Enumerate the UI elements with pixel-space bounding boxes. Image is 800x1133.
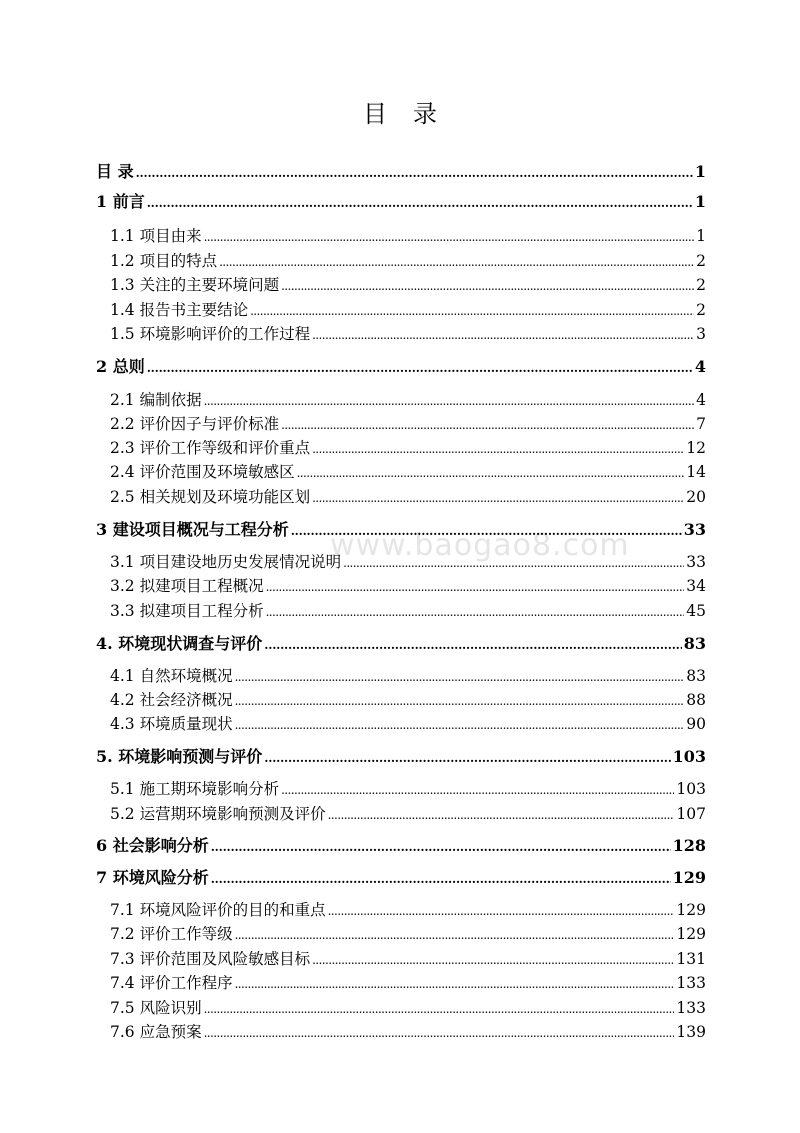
toc-section-row[interactable] <box>96 800 706 824</box>
toc-entry-label: 4.3 环境质量现状 <box>110 715 233 733</box>
page-title <box>0 98 800 130</box>
toc-section-row[interactable] <box>96 410 706 434</box>
dot-leader <box>250 303 694 320</box>
toc-page-number: 2 <box>696 301 706 319</box>
toc-entry-label: 3.3 拟建项目工程分析 <box>110 602 264 620</box>
watermark-text: www.baogao8.com <box>330 528 630 563</box>
toc-section-row[interactable] <box>96 969 706 993</box>
toc-entry-label: 2.2 评价因子与评价标准 <box>110 415 280 433</box>
toc-chapter-row[interactable] <box>96 158 706 182</box>
toc-entry-label: 3 建设项目概况与工程分析 <box>96 520 289 539</box>
dot-leader <box>312 490 684 507</box>
dot-leader <box>312 441 684 458</box>
toc-page-number: 20 <box>686 488 706 506</box>
toc-entry-label: 2.1 编制依据 <box>110 391 202 409</box>
dot-leader <box>136 165 693 182</box>
dot-leader <box>312 952 674 969</box>
dot-leader <box>211 871 671 888</box>
toc-page-number: 4 <box>696 391 706 409</box>
toc-page-number: 34 <box>686 577 706 595</box>
toc-page-number: 129 <box>676 925 706 943</box>
toc-section-row[interactable] <box>96 1018 706 1042</box>
dot-leader <box>235 717 685 734</box>
toc-page-number: 139 <box>676 1023 706 1041</box>
dot-leader <box>204 393 695 410</box>
toc-section-row[interactable] <box>96 483 706 507</box>
toc-chapter-row[interactable] <box>96 630 706 654</box>
toc-page-number: 4 <box>694 357 706 376</box>
toc-chapter-row[interactable] <box>96 188 706 212</box>
toc-section-row[interactable] <box>96 686 706 710</box>
dot-leader <box>281 417 694 434</box>
dot-leader <box>219 254 694 271</box>
dot-leader <box>235 927 675 944</box>
toc-page-number: 14 <box>686 463 706 481</box>
dot-leader <box>204 1025 675 1042</box>
toc-page-number: 1 <box>694 192 706 211</box>
toc-entry-label: 7.3 评价范围及风险敏感目标 <box>110 950 311 968</box>
toc-section-row[interactable] <box>96 320 706 344</box>
toc-page-number: 1 <box>696 227 706 245</box>
title-char-1: 目 <box>363 100 387 128</box>
toc-section-row[interactable] <box>96 710 706 734</box>
toc-section-row[interactable] <box>96 296 706 320</box>
toc-page-number: 103 <box>676 780 706 798</box>
toc-page-number: 33 <box>683 520 706 539</box>
toc-entry-label: 1.5 环境影响评价的工作过程 <box>110 325 311 343</box>
toc-page-number: 45 <box>686 602 706 620</box>
dot-leader <box>235 976 675 993</box>
toc-chapter-row[interactable] <box>96 516 706 540</box>
toc-page-number: 83 <box>686 667 706 685</box>
toc-section-row[interactable] <box>96 572 706 596</box>
toc-page-number: 131 <box>676 950 706 968</box>
dot-leader <box>235 669 685 686</box>
toc-entry-label: 1.1 项目由来 <box>110 227 202 245</box>
dot-leader <box>211 839 671 856</box>
toc-entry-label: 7.1 环境风险评价的目的和重点 <box>110 901 326 919</box>
toc-section-row[interactable] <box>96 994 706 1018</box>
toc-entry-label: 2.3 评价工作等级和评价重点 <box>110 439 311 457</box>
toc-entry-label: 7.6 应急预案 <box>110 1023 202 1041</box>
toc-page-number: 33 <box>686 553 706 571</box>
toc-section-row[interactable] <box>96 386 706 410</box>
dot-leader <box>147 195 693 212</box>
toc-chapter-row[interactable] <box>96 832 706 856</box>
dot-leader <box>204 1001 675 1018</box>
toc-page-number: 90 <box>686 715 706 733</box>
toc-entry-label: 1 前言 <box>96 192 145 211</box>
dot-leader <box>147 360 693 377</box>
toc-entry-label: 2.5 相关规划及环境功能区划 <box>110 488 311 506</box>
dot-leader <box>328 903 675 920</box>
dot-leader <box>312 327 694 344</box>
toc-entry-label: 4.2 社会经济概况 <box>110 691 233 709</box>
toc-page-number: 83 <box>683 634 706 653</box>
toc-section-row[interactable] <box>96 458 706 482</box>
toc-entry-label: 5. 环境影响预测与评价 <box>96 747 263 766</box>
toc-section-row[interactable] <box>96 247 706 271</box>
toc-entry-label: 7 环境风险分析 <box>96 868 209 887</box>
toc-page-number: 129 <box>676 901 706 919</box>
dot-leader <box>281 278 694 295</box>
dot-leader <box>235 693 685 710</box>
toc-page-number: 133 <box>676 974 706 992</box>
toc-page-number: 133 <box>676 999 706 1017</box>
title-char-2: 录 <box>413 100 437 128</box>
toc-section-row[interactable] <box>96 597 706 621</box>
toc-entry-label: 1.2 项目的特点 <box>110 252 218 270</box>
toc-page-number: 107 <box>676 805 706 823</box>
toc-section-row[interactable] <box>96 662 706 686</box>
toc-entry-label: 7.2 评价工作等级 <box>110 925 233 943</box>
toc-entry-label: 目 录 <box>96 162 134 181</box>
toc-entry-label: 4. 环境现状调查与评价 <box>96 634 263 653</box>
dot-leader <box>204 229 695 246</box>
toc-section-row[interactable] <box>96 434 706 458</box>
toc-entry-label: 4.1 自然环境概况 <box>110 667 233 685</box>
toc-entry-label: 2 总则 <box>96 357 145 376</box>
toc-chapter-row[interactable] <box>96 864 706 888</box>
dot-leader <box>266 579 685 596</box>
toc-page-number: 103 <box>672 747 706 766</box>
toc-page-number: 2 <box>696 276 706 294</box>
toc-entry-label: 3.1 项目建设地历史发展情况说明 <box>110 553 342 571</box>
dot-leader <box>264 637 681 654</box>
toc-section-row[interactable] <box>96 775 706 799</box>
toc-entry-label: 7.5 风险识别 <box>110 999 202 1017</box>
toc-entry-label: 1.4 报告书主要结论 <box>110 301 249 319</box>
toc-section-row[interactable] <box>96 920 706 944</box>
toc-page-number: 7 <box>696 415 706 433</box>
toc-section-row[interactable] <box>96 945 706 969</box>
toc-page-number: 128 <box>672 836 706 855</box>
toc-section-row[interactable] <box>96 222 706 246</box>
toc-entry-label: 6 社会影响分析 <box>96 836 209 855</box>
toc-entry-label: 2.4 评价范围及环境敏感区 <box>110 463 295 481</box>
toc-entry-label: 5.1 施工期环境影响分析 <box>110 780 280 798</box>
toc-section-row[interactable] <box>96 271 706 295</box>
toc-section-row[interactable] <box>96 548 706 572</box>
dot-leader <box>281 782 674 799</box>
dot-leader <box>291 523 682 540</box>
dot-leader <box>328 807 675 824</box>
dot-leader <box>266 604 685 621</box>
toc-chapter-row[interactable] <box>96 353 706 377</box>
toc-entry-label: 5.2 运营期环境影响预测及评价 <box>110 805 326 823</box>
toc-page-number: 12 <box>686 439 706 457</box>
toc-page-number: 88 <box>686 691 706 709</box>
toc-entry-label: 3.2 拟建项目工程概况 <box>110 577 264 595</box>
toc-page-number: 2 <box>696 252 706 270</box>
toc-section-row[interactable] <box>96 896 706 920</box>
toc-entry-label: 7.4 评价工作程序 <box>110 974 233 992</box>
toc-chapter-row[interactable] <box>96 743 706 767</box>
dot-leader <box>343 555 684 572</box>
toc-entry-label: 1.3 关注的主要环境问题 <box>110 276 280 294</box>
toc-page-number: 3 <box>696 325 706 343</box>
toc-page-number: 1 <box>694 162 706 181</box>
toc-page-number: 129 <box>672 868 706 887</box>
dot-leader <box>297 465 685 482</box>
dot-leader <box>264 750 670 767</box>
